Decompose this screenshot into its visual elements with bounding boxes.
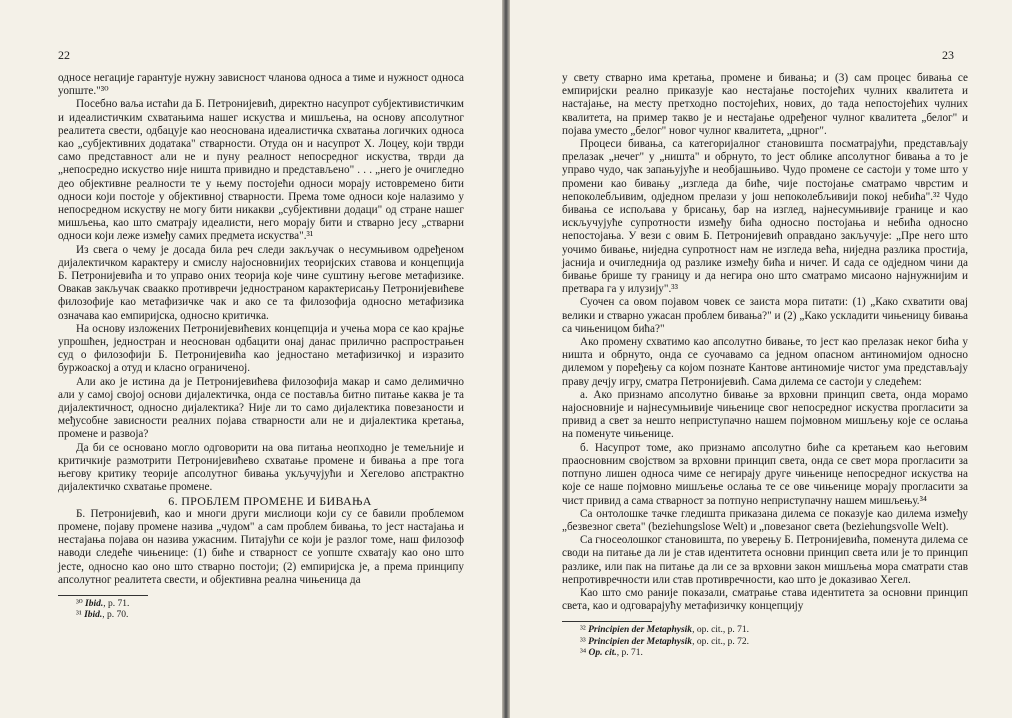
paragraph: Посебно ваља истаћи да Б. Петронијевић, директно насупрот субјективистичким и идеалистичким схватањима нашег искуства и мишљења, на основу апсолутног реалитета свести, одбацује као неоснована идеалистичка схватања логичких односа као „субјективних додатака" стварности. Отуда он и насупрот Х. Лоцеу, који тврди само представност али не и пуну реалност непосредног искуства, тврди да „непосредно искуство није ништа привидно и представљено" . . . „него је очигледно део објективне реалности те у њему постојећи односи морају истовремено бити односи који постоје у објективној стварности. Према томе односи које налазимо у непосредном искуству не могу бити никакви „субјективни додаци" од стране нашег мишљења, као што сматрају идеалисти, него морају бити и стварно јесу „стварни односи који леже између самих предмета искуства".³¹ [58, 98, 464, 243]
paragraph: а. Ако признамо апсолутно бивање за врховни принцип света, онда морамо најосновније и најнесумњивије чињенице свог непосредног искуства прогласити за привид а свет за нешто неприступачно нашем појмовном мишљењу које се ослања на поменуте чињенице. [562, 388, 968, 441]
paragraph: Али ако је истина да је Петронијевићева филозофија макар и само делимично али у самој својој основи дијалектичка, онда се поставља битно питање каква је та дијалектичност, односно дијалектика? Није ли то само дијалектика повезаности и међусобне зависности реалних појава стварности али не и дијалектика кретања, промене и развоја? [58, 375, 464, 441]
paragraph: Суочен са овом појавом човек се заиста мора питати: (1) „Како схватити овај велики и стварно ужасан проблем бивања?" и (2) „Како ускладити чињеницу бивања са чињеницом бића?" [562, 296, 968, 335]
footnote: ³³ Principien der Metaphysik, op. cit., p. 72. [580, 636, 750, 647]
paragraph: Ако промену схватимо као апсолутно бивање, то јест као прелазак неког бића у ништа и обрнуто, онда се суочавамо са једном опасном антиномијом односно дилемом у поређењу са којом познате Кантове антиномије чистог ума представљају праву дечју игру, сматра Петронијевић. Сама дилема се састоји у следећем: [562, 336, 968, 388]
paragraph: Б. Петронијевић, као и многи други мислиоци који су се бавили проблемом промене, појаву промене назива „чудом" а сам проблем бивања, то јест настајања и нестајања појава он назива ужасним. Питајући се који је разлог томе, наш филозоф наводи следеће чињенице: (1) биће и стварност се уопште схватају као оно што јесте, односно као оно што стварно постоји; (2) емпиријска је, а према принципу апсолутног реалитета свести, и објективна реална чињеница да [58, 507, 464, 586]
page-number: 23 [942, 48, 954, 62]
paragraph: Из свега о чему је досада била реч следи закључак о несумњивом одређеном дијалектичком карактеру и смислу најосновнијих теоријских ставова и концепција Б. Петронијевића и то управо оних теорија које чине суштину његове метафизике. Овакав закључак сваакко противречи једностраном карактерисању Петронијевићеве филозофије као метафизичке чак и ако се та филозофија односно метафизика означава као емпиријска, односно критичка. [58, 243, 464, 322]
paragraph: Да би се основано могло одговорити на ова питања неопходно је темељније и критичкије размотрити Петронијевићево схватање промене и бивања а пре тога његову критику теорије апсолутног бивања укључујући и Хегелово апстрактно дијалектичко схватање промене. [58, 441, 464, 494]
paragraph: Са гносеолошког становишта, по уверењу Б. Петронијевића, поменута дилема се своди на питање да ли је став идентитета основни принцип света или је то принцип разлике, или пак на питање да ли се за врховни закон мишљења мора сматрати став непротивречности или став противречности, као што је доказивао Хегел. [562, 534, 968, 586]
footnote-rule [58, 595, 148, 596]
paragraph: у свету стварно има кретања, промене и бивања; и (3) сам процес бивања се емпиријски реално приказује као нестајање постојећих чулних квалитета и настајање, на месту претходно постојећих, нових, до тада непостојећих чулних квалитета, на пример такво је и нестајање одређеног чулног квалитета „белог" и појава уместо „белог" новог чулног квалитета, „црног". [562, 72, 968, 137]
paragraph: Као што смо раније показали, сматрање става идентитета за основни принцип света, као и одговарајућу метафизичку концепцију [562, 586, 968, 613]
page-body [58, 72, 464, 622]
paragraph: Процеси бивања, са категоријалног становишта посматрајући, представљају прелазак „нечег" у „ништа" и обрнуто, то јест облике апсолутног бивања а то је управо чудо, чак запањујуће и необјашњиво. Чудо промене се састоји у томе што у промени као бивању „изгледа да биће, чије постојање сматрамо чврстим и непоколебљивим, одједном прелази у још непоколебљивији покој небића".³² Чудо бивања се испољава у брисању, бар на изглед, најнесумњивије границе и као искључујуће супротности између бића односно постојања и небића односно непостојања. У вези с овим Б. Петронијевић оправдано закључује: „Пре него што уочимо бивање, ниједна супротност нам не изгледа већа, ниједна разлика простија, јаснија и очигледнија од разлике између бића и ничег. И сада се одједном чини да бивање брише ту границу и да негира оно што сматрамо мисаоно најнужнијим и претвара га у илузију".³³ [562, 138, 968, 296]
section-heading: 6. ПРОБЛЕМ ПРОМЕНЕ И БИВАЊА [168, 493, 372, 508]
paragraph: На основу изложених Петронијевићевих концепција и учења мора се као крајње упрошћен, једностран и неоснован одбацити онај данас прилично распрострањен суд о филозофији Б. Петронијевића као једностано метафизичкој и изразито буржоаској а отуд и класно ограниченој. [58, 322, 464, 375]
footnote: ³¹ Ibid., p. 70. [76, 610, 129, 621]
paragraph: Са онтолошке тачке гледишта приказана дилема се показује као дилема између „безвезног света" (beziehungslose Welt) и „повезаног света (beziehungsvolle Welt). [562, 507, 968, 533]
book-gutter [502, 0, 510, 718]
left-page [0, 0, 502, 718]
paragraph: б. Насупрот томе, ако признамо апсолутно биће са кретањем као његовим праосновним својством за врховни принцип света, онда се свет мора прогласити за потпуно лишен односа чиме се негирају друге чињенице непосредног искуства на које се наше појмовно мишљење ослања те се ове чињенице морају прогласити за чист привид а сама стварност за потпуно неприступачну нашем мишљењу.³⁴ [562, 441, 968, 507]
page-body [562, 72, 968, 660]
page-number: 22 [58, 48, 70, 62]
footnote: ³⁰ Ibid., p. 71. [76, 598, 130, 609]
right-page [510, 0, 1012, 718]
paragraph: односе негације гарантује нужну зависност чланова односа а тиме и нужност односа уопште."³⁰ [58, 72, 464, 98]
footnote-rule [562, 621, 652, 622]
footnote: ³⁴ Op. cit., p. 71. [580, 648, 643, 659]
footnote: ³² Principien der Metaphysik, op. cit., p. 71. [580, 625, 750, 636]
